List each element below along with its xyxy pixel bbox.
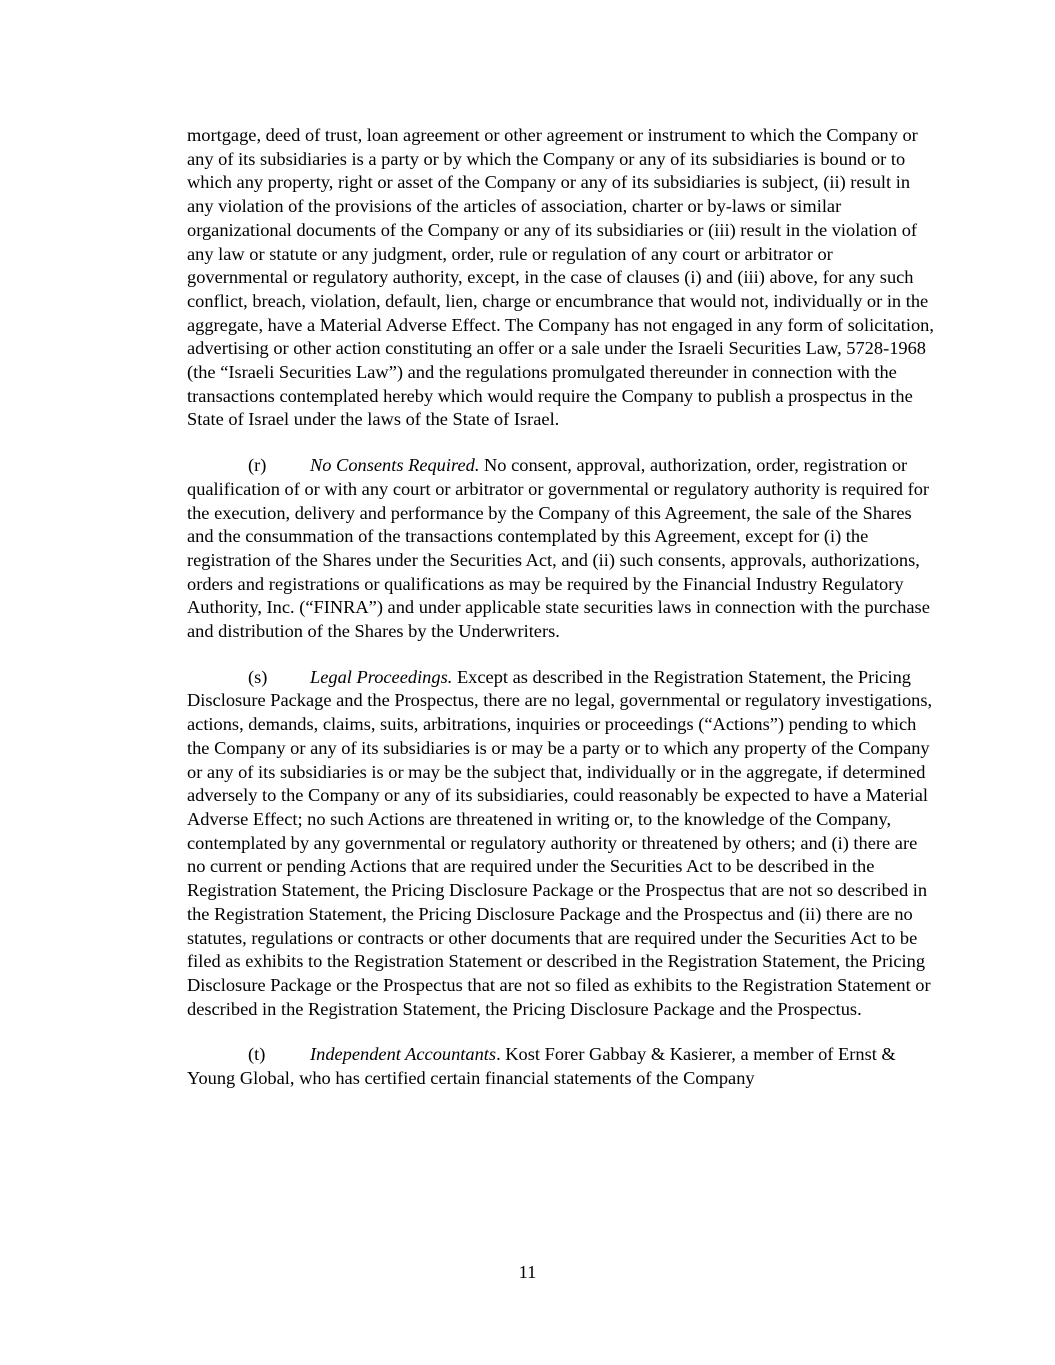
section-heading: No Consents Required. bbox=[310, 455, 480, 476]
section-heading: Legal Proceedings. bbox=[310, 666, 453, 687]
paragraph-continued bbox=[187, 124, 937, 432]
paragraph-r-no-consents-required bbox=[187, 454, 937, 644]
paragraph-body: . Kost Forer Gabbay & Kasierer, a member of Ernst & Young Global, who has certified certain financial statements of the Company bbox=[187, 1044, 896, 1089]
paragraph-body: Except as described in the Registration Statement, the Pricing Disclosure Package and the Prospectus, there are no legal, governmental or regulatory investigations, actions, demands, claims, suits, arbitrations, inquiries or proceedings (“Actions”) pending to which the Company or any of its subsidiaries is or may be a party or to which any property of the Company or any of its subsidiaries is or may be the subject that, individually or in the aggregate, if determined adversely to the Company or any of its subsidiaries, could reasonably be expected to have a Material Adverse Effect; no such Actions are threatened in writing or, to the knowledge of the Company, contemplated by any governmental or regulatory authority or threatened by others; and (i) there are no current or pending Actions that are required under the Securities Act to be described in the Registration Statement, the Pricing Disclosure Package or the Prospectus that are not so described in the Registration Statement, the Pricing Disclosure Package and the Prospectus and (ii) there are no statutes, regulations or contracts or other documents that are required under the Securities Act to be filed as exhibits to the Registration Statement or described in the Registration Statement, the Pricing Disclosure Package or the Prospectus that are not so filed as exhibits to the Registration Statement or described in the Registration Statement, the Pricing Disclosure Package and the Prospectus. bbox=[187, 666, 933, 1019]
paragraph-body: No consent, approval, authorization, order, registration or qualification of or with any court or arbitrator or governmental or regulatory authority is required for the execution, delivery and performance by the Company of this Agreement, the sale of the Shares and the consummation of the transactions contemplated by this Agreement, except for (i) the registration of the Shares under the Securities Act, and (ii) such consents, approvals, authorizations, orders and registrations or qualifications as may be required by the Financial Industry Regulatory Authority, Inc. (“FINRA”) and under applicable state securities laws in connection with the purchase and distribution of the Shares by the Underwriters. bbox=[187, 455, 930, 642]
page-number: 11 bbox=[518, 1262, 537, 1282]
section-label: (s) bbox=[248, 666, 268, 687]
section-label: (r) bbox=[248, 455, 267, 476]
section-label: (t) bbox=[248, 1044, 266, 1065]
paragraph-t-independent-accountants bbox=[187, 1043, 937, 1090]
paragraph-body: mortgage, deed of trust, loan agreement or other agreement or instrument to which the Company or any of its subsidiaries is a party or by which the Company or any of its subsidiaries is bound or to which any property, right or asset of the Company or any of its subsidiaries is subject, (ii) result in any violation of the provisions of the articles of association, charter or by-laws or similar organizational documents of the Company or any of its subsidiaries or (iii) result in the violation of any law or statute or any judgment, order, rule or regulation of any court or arbitrator or governmental or regulatory authority, except, in the case of clauses (i) and (iii) above, for any such conflict, breach, violation, default, lien, charge or encumbrance that would not, individually or in the aggregate, have a Material Adverse Effect. The Company has not engaged in any form of solicitation, advertising or other action constituting an offer or a sale under the Israeli Securities Law, 5728-1968 (the “Israeli Securities Law”) and the regulations promulgated thereunder in connection with the transactions contemplated hereby which would require the Company to publish a prospectus in the State of Israel under the laws of the State of Israel. bbox=[187, 125, 934, 430]
paragraph-s-legal-proceedings bbox=[187, 666, 937, 1022]
document-page bbox=[187, 124, 937, 1113]
section-heading: Independent Accountants bbox=[310, 1044, 497, 1065]
